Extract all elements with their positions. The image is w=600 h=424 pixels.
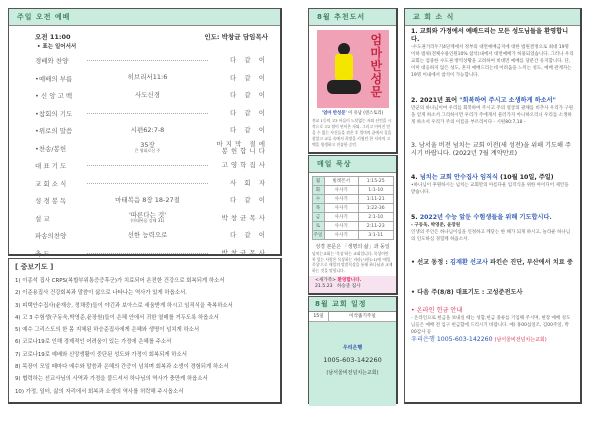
prayer-item: 6) 코로나19로 인해 경제적인 어려움이 있는 가정에 은혜를 주소서 — [15, 339, 172, 346]
book-cover-image: 엄마반성문 — [317, 30, 389, 108]
schedule-row: 15일 이삭줍기주일 — [309, 312, 396, 322]
bank-info: 우리은행 1005-603-142260 (남서울비전넘치는교회) — [309, 322, 396, 406]
worship-order-row: 축 도 박창균목사 — [35, 248, 268, 258]
devotion-table — [312, 176, 394, 240]
prayer-item: 8) 목장이 모일 때마다 예수와 말씀과 은혜의 간증이 넘치며 회복과 소생이 경험되게 하소서 — [15, 364, 229, 371]
worship-order-row: •위로의 말씀 시편62:7-8 다 같 이 — [35, 125, 268, 136]
newcomer-box: <새가족> 환영합니다. 21.5.23 하승준 집사 — [309, 276, 396, 293]
prayer-item: 7) 코로나19로 예배와 신앙생활이 중단된 성도와 가정이 회복되게 하소서 — [15, 351, 187, 358]
worship-order-row: 설 교 '따른다는 것' (마태복음 강해 31) 박창균목사 — [35, 210, 268, 224]
devotion-row: 수 사사기 1:11-21 — [312, 195, 393, 204]
worship-order-row: 파송의찬양 선한 능력으로 다 같 이 — [35, 230, 268, 241]
worship-title: 주일 오전 예배 — [9, 9, 280, 26]
worship-order-panel — [8, 8, 282, 256]
news-item-4: 4. 넘치는 교회 안수집사 임직식 (10월 10일, 주일) •하나님이 후원하시는 넘치는 교회만의 아름다운 임직식을 위한 아이디어 제안을 받습니다. — [411, 174, 569, 195]
devotion-row: 금 사사기 2:1-10 — [312, 213, 393, 222]
news-title: 교 회 소 식 — [405, 9, 580, 26]
worship-order-row: • 신 앙 고 백 사도신경 다 같 이 — [35, 90, 268, 101]
worship-leader: 인도: 박창균 담임목사 — [204, 33, 268, 41]
book-name: '엄마 반성문' — [321, 111, 347, 116]
worship-order-row: 대 표 기 도 고영학집사 — [35, 161, 268, 171]
intercessory-prayer-panel — [8, 258, 282, 404]
news-next-prayer: • 다음 주(8/8) 대표기도 : 고성준전도사 — [411, 289, 523, 296]
news-item-1: 1. 교회와 가정에서 예배드리는 모든 성도님들을 환영합니다. -수도권거리두기4단계에서 정부의 대면예배금지에 대한 법원결정으로 최대 19명 이하 범위(전체수용인원10% 참석)내에서 대면예배가 허용되었습니다. 그러나 우리 교회는 엄중한 수도권 방역상황을 고려하여 비대면 예배를 당분간 유지합니다. 단, 이미 대응하지 않은 성도, 혼자 예배드리는데 어려움을 느끼는 성도, 예배 관계자는 19명 이내에서 참석이 가능합니다. — [411, 28, 574, 78]
book-description: 전교 1등의 고3 아들이 느닷없는 자퇴 선언을 시작으로 고2 딸이 연이은 자퇴. 그리고 이어진 믿을 수 없는 사건들을 겪은 후 엄마의 끝에서 길을 찾았고 교류 속에서 희망을 키웠던 한 저자의 고백을 생생하고 진솔한 증언. — [312, 118, 392, 147]
devotion-row: 목 사사기 1:22-36 — [312, 204, 393, 213]
news-item-3: 3. 남서울 비전 넘치는 교회 이전(새 성전)을 위해 기도해 주시기 바랍니다. (2022년 7월 계약만료) — [411, 142, 571, 157]
worship-order-row: •참회의 기도 다 같 이 — [35, 108, 268, 118]
church-news-panel — [404, 8, 582, 404]
church-schedule-panel — [308, 296, 398, 404]
worship-time: 오전 11:00 — [35, 33, 71, 41]
devotion-row: 주일 사사기 3:1-11 — [312, 231, 393, 240]
news-item-2: 2. 2021년 표어 "회복하여 주시고 소생하게 하소서" 만군의 하나님이여 우리를 회복하여 주시고 주의 얼굴의 광채를 비추사 우리가 구원을 얻게 하소서 그리하시면 우리가 주에게서 물러가지 아니하오리니 우리를 소생하게 하소서 우리가 주의 이름을 부르리이다 - 시편80:7,18 - — [411, 97, 574, 125]
prayer-item: 9) 협력하는 선교사님의 사역과 가정을 붙드셔서 하나님의 역사가 충만케 하옵소서 — [15, 376, 208, 383]
recommended-book-panel — [308, 8, 398, 154]
prayer-item: 4) 고 3 수험생(구동욱,박영준,윤장원)들이 은혜 안에서 귀한 열매를 거두도록 하옵소서 — [15, 314, 219, 321]
prayer-item: 3) 피택안수집사(윤재승, 정채중)들이 야긴과 보아스로 세움받게 하시고 임직식을 축복하소서 — [15, 302, 233, 309]
prayer-item: 5) 예수 그리스도의 한 몸 지체된 하승준집사에게 은혜와 생명이 넘치게 하소서 — [15, 327, 200, 334]
devotion-row: 월 빌레몬서 1:15-25 — [312, 177, 393, 186]
devotion-row: 화 사사기 1:1-10 — [312, 186, 393, 195]
book-author: 이 유남 (덴스토리) — [348, 111, 384, 116]
prayer-item: 1) 이종석 집사 CRPS(복합부위통증증후군)가 치료되어 온전한 건강으로 회복되게 하소서 — [15, 278, 225, 284]
schedule-title: 8월 교회 일정 — [309, 297, 396, 312]
news-mission: • 선교 동정 : 김재환 선교사 파킨슨 진단, 부산에서 치료 중 — [411, 259, 573, 266]
worship-order-row: 교 회 소 식 사 회 자 — [35, 178, 268, 188]
prayer-item: 2) 이준용집사 건강회복과 말씀이 삶으로 나타나는 역사가 있게 하옵소서. — [15, 290, 187, 297]
standing-note: • 표는 일어서서 — [37, 44, 77, 50]
book-title: 8월 추천도서 — [309, 9, 396, 26]
prayer-item: 10) 가정, 일터, 삶의 자리에서 회복과 소생의 역사를 허락해 주시옵소서 — [15, 388, 184, 395]
worship-order-row: 성 경 봉 독 마태복음 8장 18-27절 다 같 이 — [35, 195, 268, 206]
devotion-note: 성경 본문은 「생명의 삶」과 동일 — [315, 244, 390, 250]
worship-order-row: •예배의 부름 히브리서11:6 다 같 이 — [35, 73, 268, 83]
daily-devotion-panel — [308, 155, 398, 295]
news-online-offering: • 온라인 헌금 안내 - 온라인으로 헌금을 보내실 때는 성함,헌금 종류를 기입해 주시며, 현장 예배 성도님들은 예배 전 입구 헌금함에 드리시기 바랍니다. 예) 홍00십일조, 김00주일, 박00감사 등 우리은행 1005-603-142260 (남서울비전넘치는교회) — [411, 307, 571, 343]
worship-order-row: •찬송/봉헌 35장 큰 영화로신 주 마지막 절에 봉헌합니다 — [35, 140, 268, 156]
prayer-title: [ 중보기도 ] — [15, 263, 54, 271]
daily-title: 매일 묵상 — [309, 156, 396, 173]
devotion-description: 넘치는교회는 '묵상'하는 교회입니다. 묵상이란 복 있는 사람은 묵상하는 자라(시편1:1)에 '매일묵상'으로 매일의 말씀묵상을 통해 하나님과 교제하는 것을 말합니다. — [312, 251, 393, 273]
news-item-5: 5. 2022년 수능 앞둔 수험생들을 위해 기도합시다. - 구동욱, 박영준, 윤장원 인생의 주인은 하나님이심을 인정하고 깨닫는 한 해가 되게 하시고, 놀라운 하나님의 인도하심 경험케 하옵소서. — [411, 214, 571, 242]
worship-order-row: 경배와 찬양 다 같 이 — [35, 56, 268, 66]
devotion-row: 토 사사기 2:11-23 — [312, 222, 393, 231]
